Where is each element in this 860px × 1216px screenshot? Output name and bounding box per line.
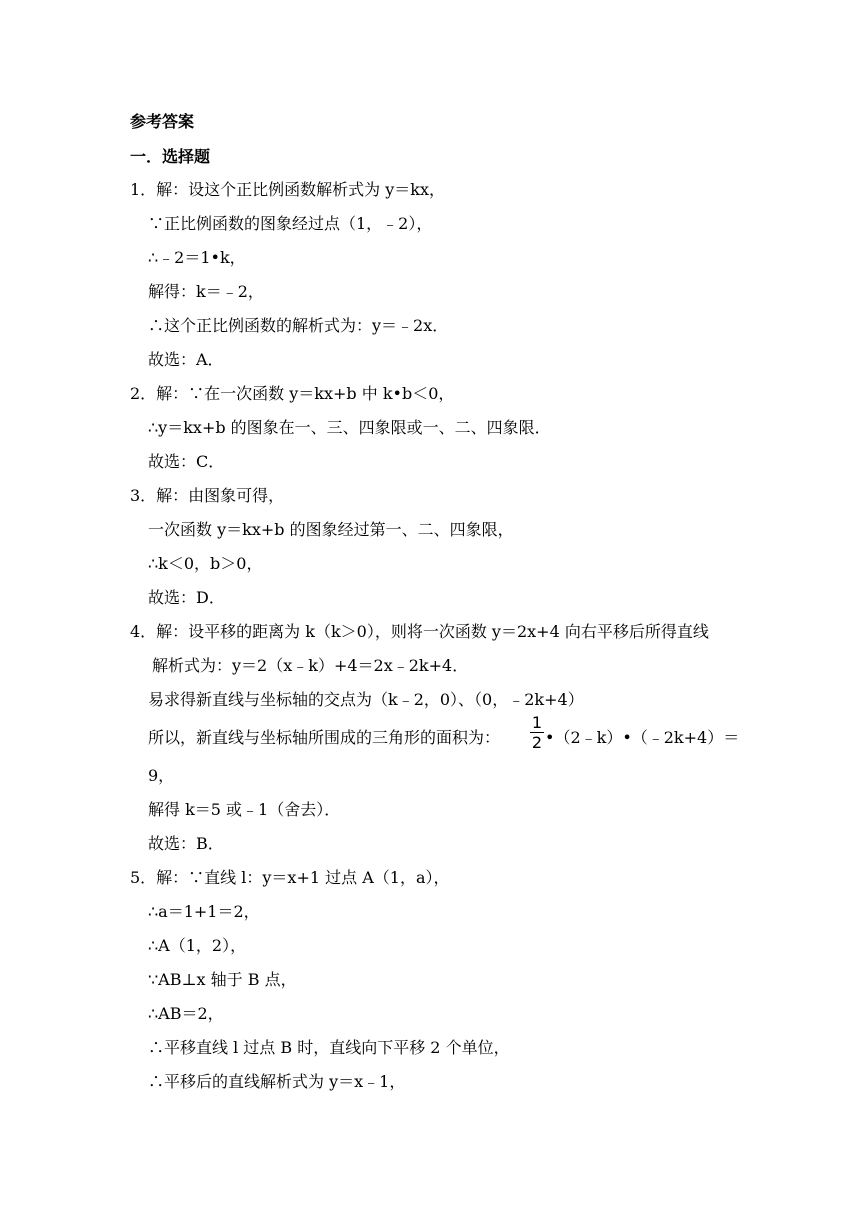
answer-1-line-4: 解得：k＝﹣2， <box>148 282 264 301</box>
answer-2-choice: 故选：C． <box>148 452 225 471</box>
answer-4-line-4-text: 所以，新直线与坐标轴所围成的三角形的面积为： <box>148 728 501 747</box>
answer-5-line-4: ∵AB⊥x 轴于 B 点， <box>148 970 297 989</box>
answer-2-line-2: ∴y＝kx+b 的图象在一、三、四象限或一、二、四象限． <box>148 418 551 437</box>
answer-3-choice: 故选：D． <box>148 588 225 607</box>
fraction-denominator: 2 <box>531 733 543 752</box>
answer-5-line-2: ∴a＝1+1＝2， <box>148 902 260 921</box>
answer-4-line-5: 9， <box>148 766 175 785</box>
fraction-numerator: 1 <box>531 713 543 732</box>
page-title: 参考答案 <box>130 112 195 131</box>
fraction-one-half <box>530 715 544 751</box>
answer-5-line-3: ∴A（1，2）， <box>148 936 247 955</box>
answer-2-line-1: 2．解：∵在一次函数 y＝kx+b 中 k•b＜0， <box>130 384 455 403</box>
answer-5-line-7: ∴平移后的直线解析式为 y＝x﹣1， <box>148 1072 406 1091</box>
answer-4-line-6: 解得 k＝5 或﹣1（舍去）． <box>148 800 341 819</box>
answer-4-choice: 故选：B． <box>148 834 224 853</box>
answer-1-line-3: ∴﹣2＝1•k， <box>148 248 246 267</box>
answer-4-line-1: 4．解：设平移的距离为 k（k＞0），则将一次函数 y＝2x+4 向右平移后所得直线 <box>130 622 709 641</box>
answer-1-line-1: 1．解：设这个正比例函数解析式为 y＝kx， <box>130 180 446 199</box>
answer-4-line-3: 易求得新直线与坐标轴的交点为（k﹣2，0）、（0，﹣2k+4） <box>148 690 584 709</box>
answer-3-line-1: 3．解：由图象可得， <box>130 486 285 505</box>
answer-4-line-2: 解析式为：y＝2（x﹣k）+4＝2x﹣2k+4． <box>152 656 469 675</box>
answer-1-line-2: ∵正比例函数的图象经过点（1，﹣2）， <box>148 214 433 233</box>
answer-5-line-5: ∴AB＝2， <box>148 1004 224 1023</box>
answer-5-line-1: 5．解：∵直线 l：y＝x+1 过点 A（1，a）， <box>130 868 450 887</box>
answer-3-line-3: ∴k＜0，b＞0， <box>148 554 263 573</box>
answer-3-line-2: 一次函数 y＝kx+b 的图象经过第一、二、四象限， <box>148 520 514 539</box>
section-title: 一．选择题 <box>130 147 211 166</box>
answer-5-line-6: ∴平移直线 l 过点 B 时，直线向下平移 2 个单位， <box>148 1038 510 1057</box>
answer-4-line-4-expr: •（2﹣k）•（﹣2k+4）＝ <box>545 728 740 747</box>
answer-1-choice: 故选：A． <box>148 350 224 369</box>
answer-1-line-5: ∴这个正比例函数的解析式为：y＝﹣2x． <box>148 316 449 335</box>
